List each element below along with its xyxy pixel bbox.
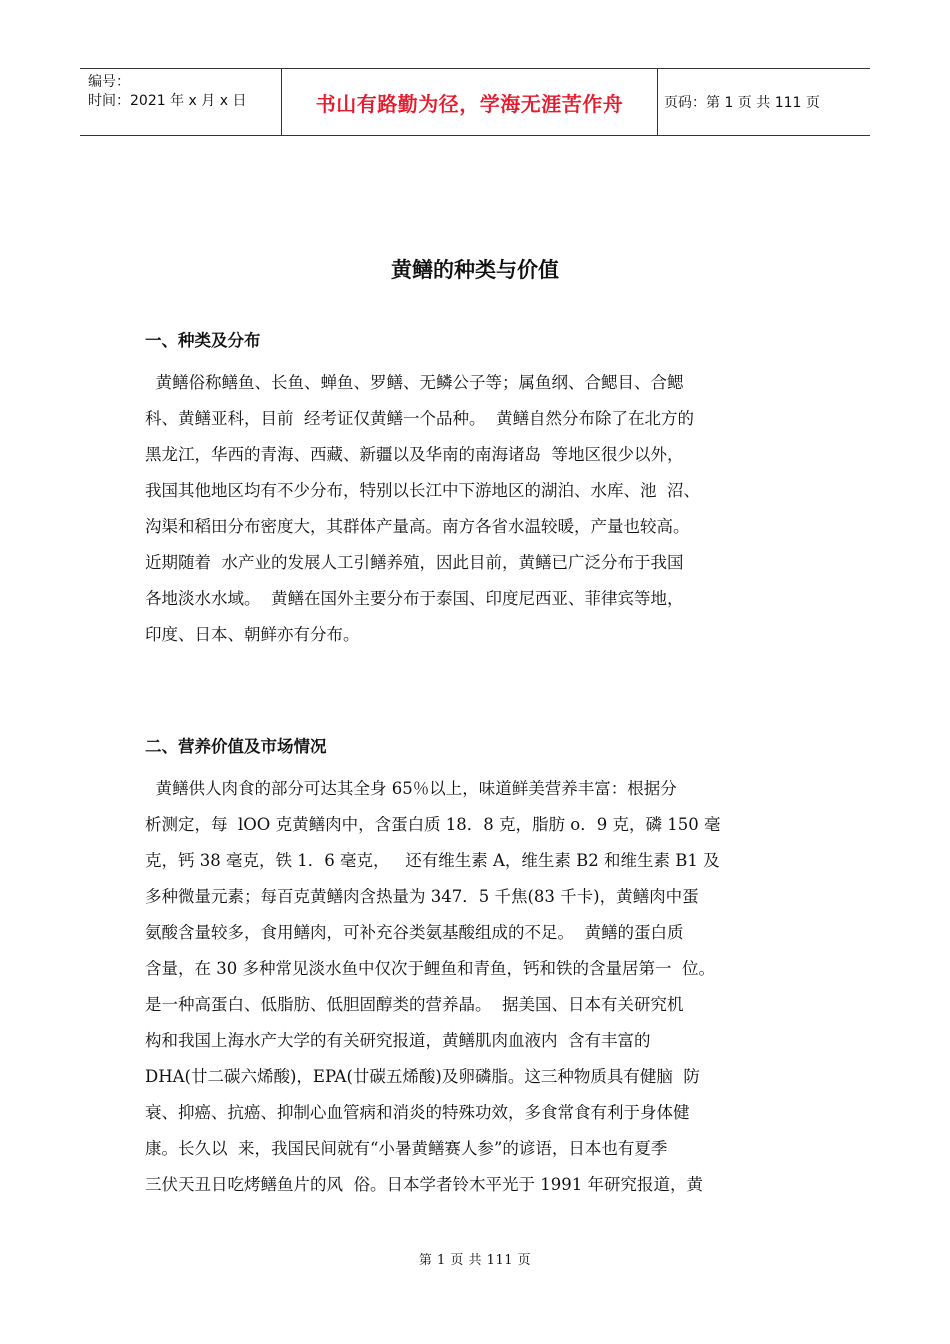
- paragraph-line: DHA(廿二碳六烯酸)，EPA(廿碳五烯酸)及卵磷脂。这三种物质具有健脑 防: [145, 1067, 700, 1086]
- section-heading-nutrition: 二、营养价值及市场情况: [145, 737, 327, 756]
- paragraph-line: 三伏天丑日吃烤鳝鱼片的风 俗。日本学者铃木平光于 1991 年研究报道，黄: [145, 1175, 703, 1194]
- paragraph-line: 氨酸含量较多，食用鳝肉，可补充谷类氨基酸组成的不足。 黄鳝的蛋白质: [145, 923, 684, 942]
- paragraph-line: 克，钙 38 毫克，铁 1．6 毫克， 还有维生素 A，维生素 B2 和维生素 B1 及: [145, 851, 720, 870]
- paragraph-line: 黑龙江，华西的青海、西藏、新疆以及华南的南海诸岛 等地区很少以外，: [145, 445, 684, 464]
- time-label: 时间：2021 年 x 月 x 日: [88, 93, 247, 109]
- paragraph-line: 析测定，每 lOO 克黄鳝肉中，含蛋白质 18．8 克，脂肪 o．9 克，磷 150 毫: [145, 815, 721, 834]
- section-body-distribution: [145, 365, 820, 653]
- page-footer: 第 1 页 共 111 页: [418, 1253, 532, 1268]
- paragraph-line: 构和我国上海水产大学的有关研究报道，黄鳝肌肉血液内 含有丰富的: [145, 1031, 651, 1050]
- paragraph-line: 我国其他地区均有不少分布，特别以长江中下游地区的湖泊、水库、池 沼、: [145, 481, 700, 500]
- header-motto: 书山有路勤为径，学海无涯苦作舟: [281, 69, 658, 135]
- paragraph-line: 黄鳝俗称鳝鱼、长鱼、蝉鱼、罗鳝、无鳞公子等；属鱼纲、合鳃目、合鳃: [145, 373, 684, 392]
- paragraph-line: 近期随着 水产业的发展人工引鳝养殖，因此目前，黄鳝已广泛分布于我国: [145, 553, 684, 572]
- number-label: 编号：: [88, 74, 130, 90]
- paragraph-line: 多种微量元素；每百克黄鳝肉含热量为 347．5 千焦(83 千卡)，黄鳝肉中蛋: [145, 887, 699, 906]
- paragraph-line: 印度、日本、朝鲜亦有分布。: [145, 625, 360, 644]
- paragraph-line: 各地淡水水域。 黄鳝在国外主要分布于泰国、印度尼西亚、菲律宾等地，: [145, 589, 684, 608]
- paragraph-line: 是一种高蛋白、低脂肪、低胆固醇类的营养晶。 据美国、日本有关研究机: [145, 995, 684, 1014]
- document-header: [80, 68, 870, 136]
- header-meta: [80, 69, 281, 135]
- paragraph-line: 康。长久以 来，我国民间就有“小暑黄鳝赛人参”的谚语，日本也有夏季: [145, 1139, 668, 1158]
- paragraph-line: 衰、抑癌、抗癌、抑制心血管病和消炎的特殊功效，多食常食有利于身体健: [145, 1103, 690, 1122]
- paragraph-line: 沟渠和稻田分布密度大，其群体产量高。南方各省水温较暖，产量也较高。: [145, 517, 690, 536]
- section-body-nutrition: [145, 771, 820, 1203]
- paragraph-line: 科、黄鳝亚科，目前 经考证仅黄鳝一个品种。 黄鳝自然分布除了在北方的: [145, 409, 694, 428]
- paragraph-line: 黄鳝供人肉食的部分可达其全身 65％以上，味道鲜美营养丰富：根据分: [145, 779, 677, 798]
- header-page-info: 页码：第 1 页 共 111 页: [664, 95, 820, 111]
- paragraph-line: 含量，在 30 多种常见淡水鱼中仅次于鲤鱼和青鱼，钙和铁的含量居第一 位。: [145, 959, 715, 978]
- document-title: 黄鳝的种类与价值: [391, 258, 559, 282]
- section-heading-distribution: 一、种类及分布: [145, 331, 261, 350]
